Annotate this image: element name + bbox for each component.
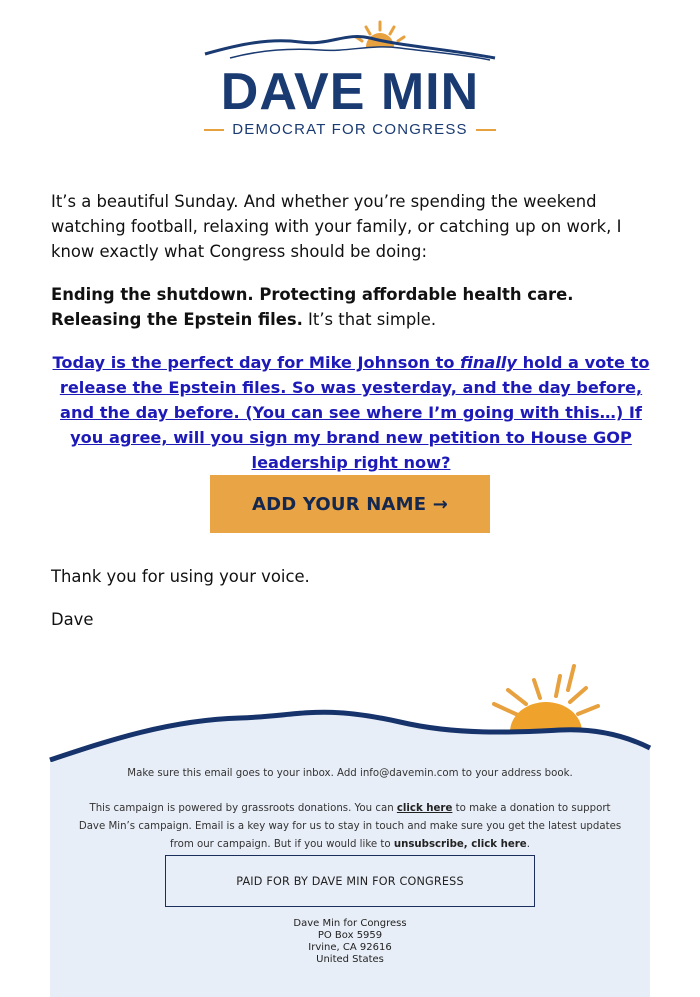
- priorities-paragraph: [51, 282, 651, 332]
- tagline-dash-left: [204, 129, 224, 131]
- header: [0, 0, 700, 160]
- donation-text-3: .: [526, 839, 530, 850]
- address-country: United States: [316, 954, 384, 965]
- tagline-text: DEMOCRAT FOR CONGRESS: [232, 121, 468, 138]
- thanks-text: Thank you for using your voice.: [51, 567, 310, 586]
- add-your-name-button[interactable]: ADD YOUR NAME →: [210, 475, 490, 533]
- inbox-note: Make sure this email goes to your inbox. Add info@davemin.com to your address book.: [127, 768, 573, 779]
- donate-click-here-link[interactable]: click here: [396, 803, 453, 814]
- address-box: PO Box 5959: [317, 930, 383, 941]
- address-org: Dave Min for Congress: [293, 918, 407, 929]
- petition-link-italic[interactable]: finally: [460, 353, 517, 372]
- intro-paragraph: It’s a beautiful Sunday. And whether you’re spending the weekend watching football, relaxing with your family, or catching up on work, I know exactly what Congress should be doing:: [51, 192, 622, 261]
- donation-note: [75, 800, 625, 854]
- address-city: Irvine, CA 92616: [308, 942, 392, 953]
- paid-for-box: PAID FOR BY DAVE MIN FOR CONGRESS: [165, 855, 535, 907]
- mailing-address: [50, 918, 650, 966]
- petition-link-part2[interactable]: hold a vote to release the Epstein files. So was yesterday, and the day before, and the day before. (You can see where I’m going with this…) If you agree, will you sign my brand new petition to House GOP leadership right now?: [59, 353, 650, 472]
- logo-tagline: [0, 121, 700, 139]
- tagline-dash-right: [476, 129, 496, 131]
- unsubscribe-link[interactable]: unsubscribe, click here: [393, 839, 527, 850]
- priorities-bold: Ending the shutdown. Protecting affordable health care. Releasing the Epstein files.: [51, 285, 574, 329]
- priorities-rest: It’s that simple.: [302, 310, 437, 329]
- footer-wave-sun-icon: [0, 660, 700, 770]
- signoff-text: Dave: [51, 610, 94, 629]
- logo-name: DAVE MIN: [220, 63, 480, 121]
- donation-text-2: to make a donation to support Dave Min’s campaign. Email is a key way for us to stay in touch and make sure you get the latest updates from our campaign. But if you would like to: [78, 803, 622, 850]
- footer: [50, 762, 650, 997]
- petition-link[interactable]: [48, 350, 654, 475]
- donation-text-1: This campaign is powered by grassroots donations. You can: [89, 803, 397, 814]
- petition-link-part1[interactable]: Today is the perfect day for Mike Johnson to: [52, 353, 461, 372]
